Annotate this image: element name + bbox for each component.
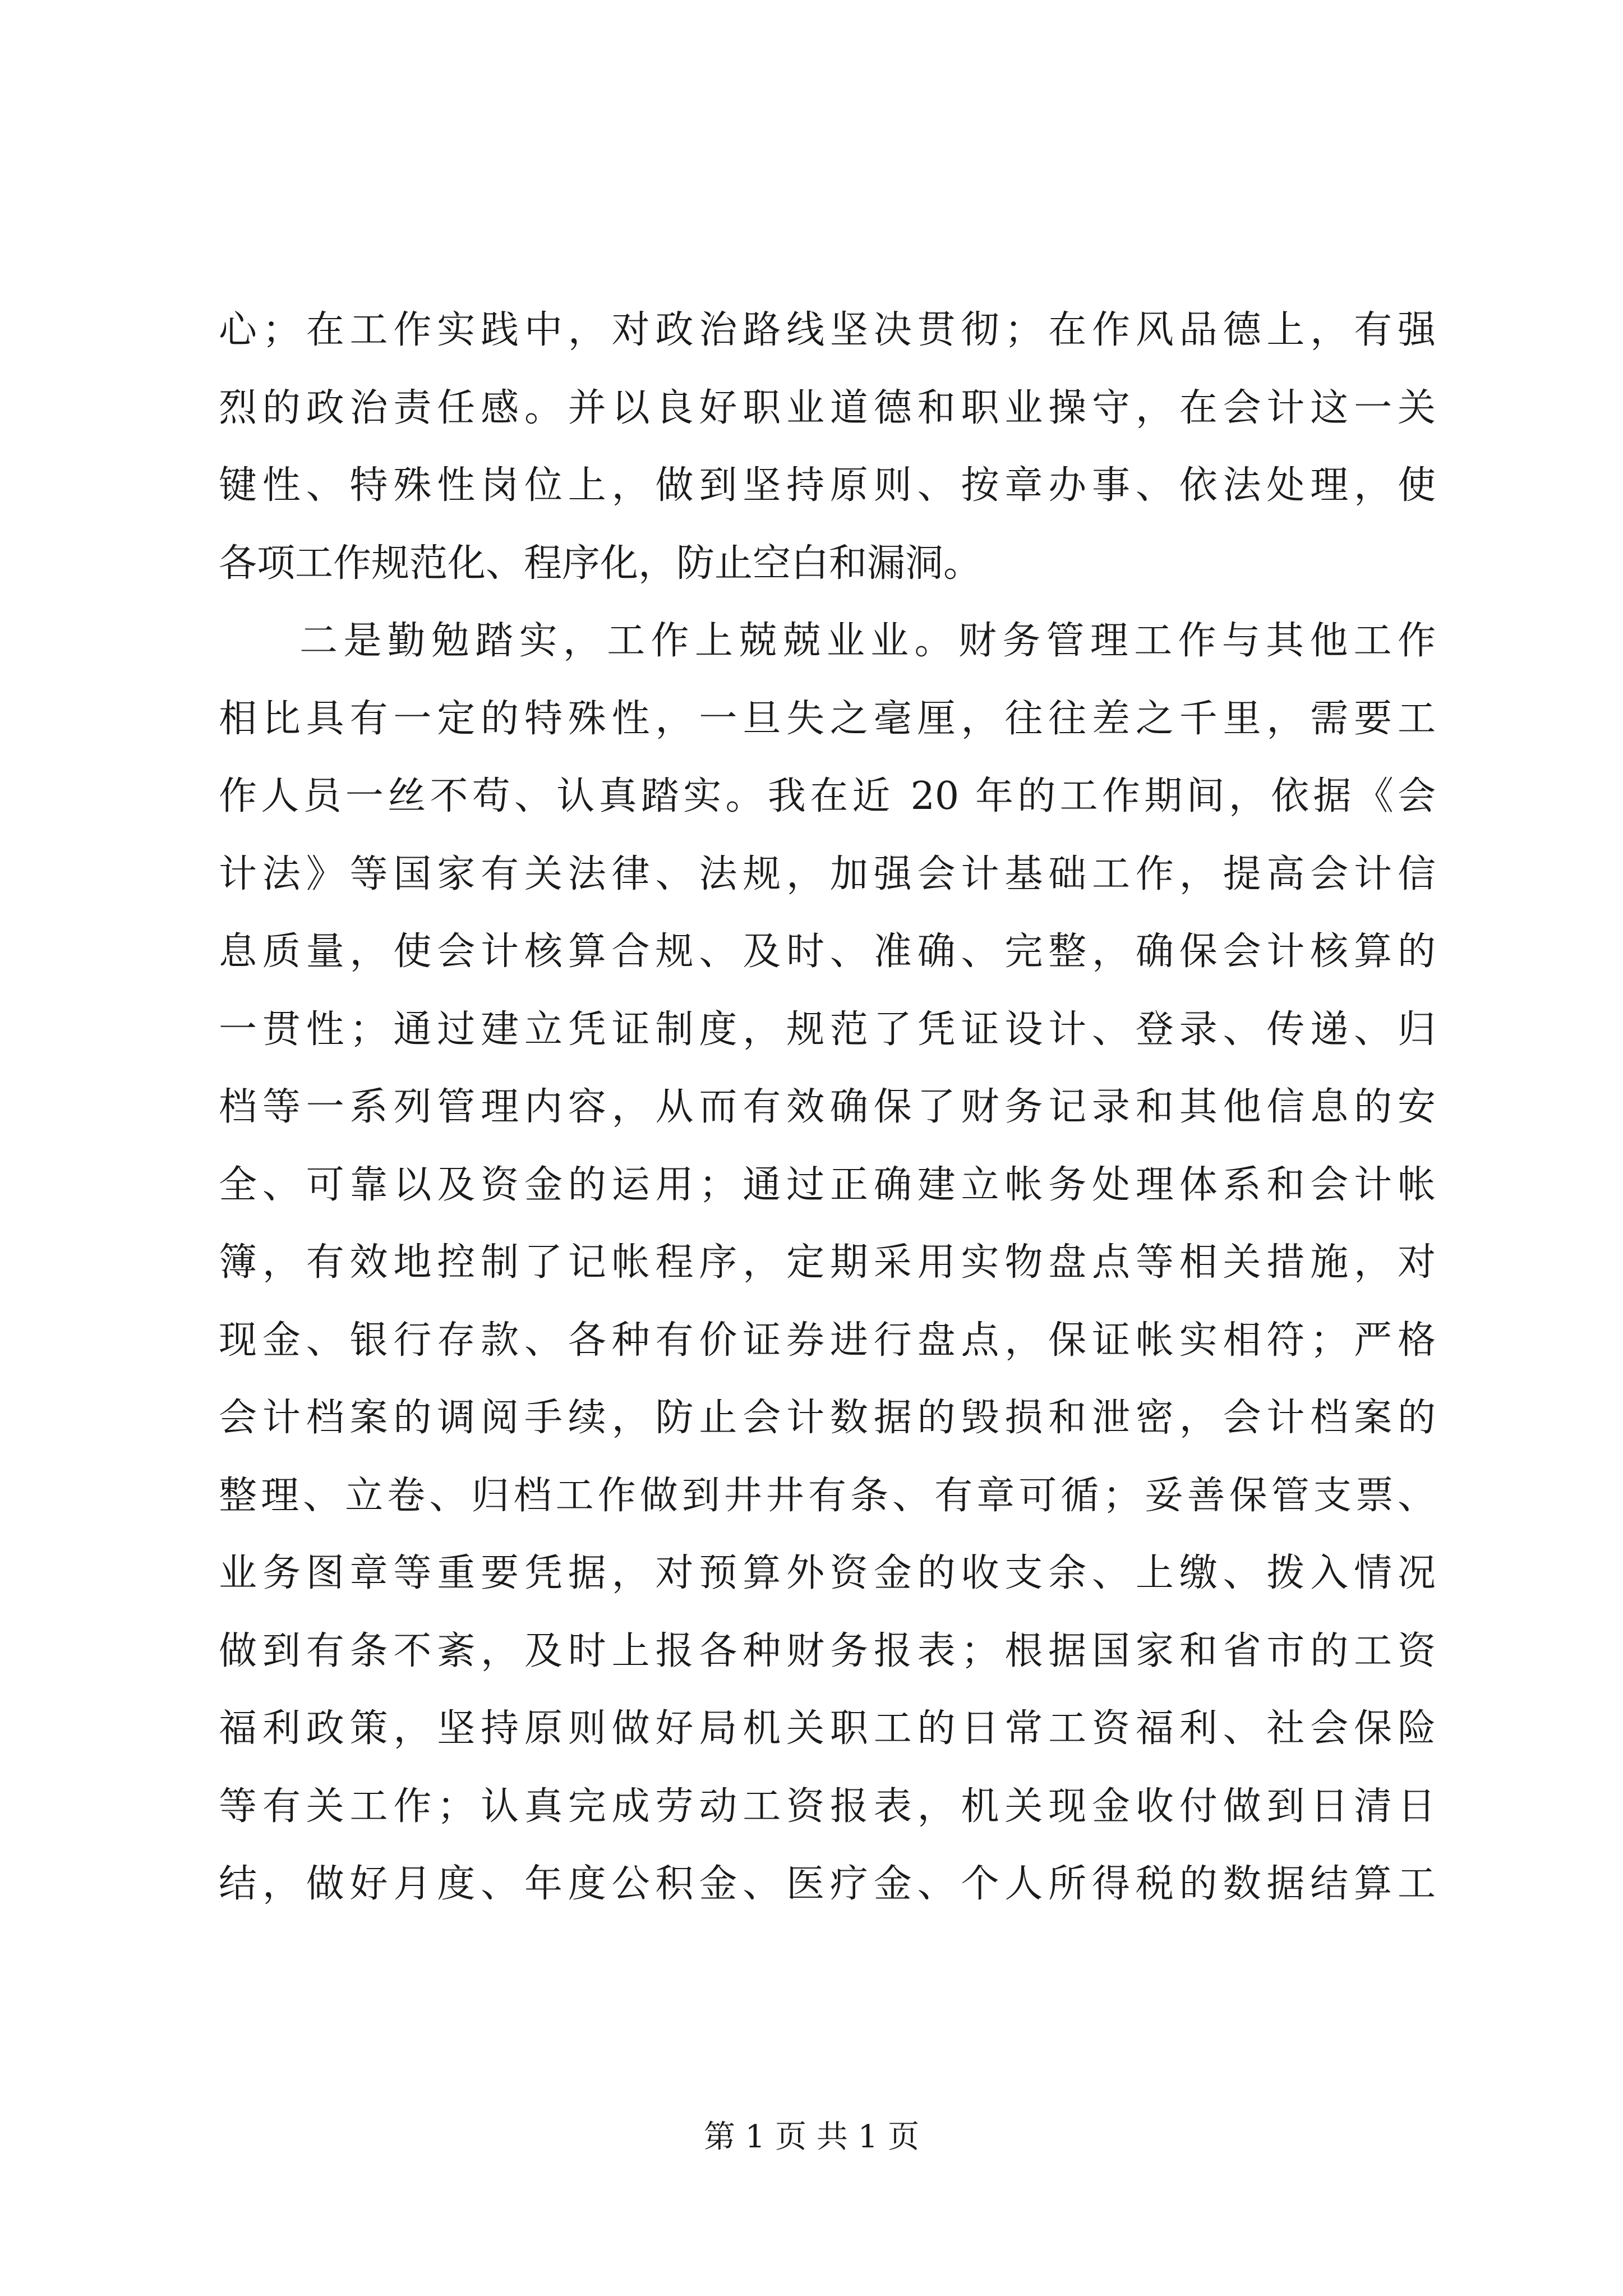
text-line: 相比具有一定的特殊性，一旦失之毫厘，往往差之千里，需要工 [219,696,1436,741]
text-line: 心；在工作实践中，对政治路线坚决贯彻；在作风品德上，有强 [219,308,1436,352]
text-line: 息质量，使会计核算合规、及时、准确、完整，确保会计核算的 [219,930,1436,974]
text-line: 会计档案的调阅手续，防止会计数据的毁损和泄密，会计档案的 [219,1396,1436,1440]
text-line: 各项工作规范化、程序化，防止空白和漏洞。 [219,541,982,586]
text-line: 档等一系列管理内容，从而有效确保了财务记录和其他信息的安 [219,1085,1436,1129]
text-line: 一贯性；通过建立凭证制度，规范了凭证设计、登录、传递、归 [219,1007,1436,1052]
text-line: 计法》等国家有关法律、法规，加强会计基础工作，提高会计信 [219,852,1436,896]
paragraph-first-line: 二是勤勉踏实，工作上兢兢业业。财务管理工作与其他工作 [299,619,1436,663]
text-line: 做到有条不紊，及时上报各种财务报表；根据国家和省市的工资 [219,1628,1436,1673]
page-footer [0,2115,1623,2160]
text-line: 业务图章等重要凭据，对预算外资金的收支余、上缴、拨入情况 [219,1551,1436,1595]
text-line: 结，做好月度、年度公积金、医疗金、个人所得税的数据结算工 [219,1862,1436,1906]
document-body [219,292,1436,1924]
text-line: 整理、立卷、归档工作做到井井有条、有章可循；妥善保管支票、 [219,1473,1436,1518]
text-line: 全、可靠以及资金的运用；通过正确建立帐务处理体系和会计帐 [219,1162,1436,1207]
text-line: 等有关工作；认真完成劳动工资报表，机关现金收付做到日清日 [219,1784,1436,1829]
text-line: 烈的政治责任感。并以良好职业道德和职业操守，在会计这一关 [219,385,1436,430]
text-line: 现金、银行存款、各种有价证券进行盘点，保证帐实相符；严格 [219,1318,1436,1363]
text-line: 作人员一丝不苟、认真踏实。我在近 20 年的工作期间，依据《会 [219,774,1436,818]
page-number-label: 第 1 页 共 1 页 [703,2119,920,2155]
text-line: 福利政策，坚持原则做好局机关职工的日常工资福利、社会保险 [219,1706,1436,1751]
text-line: 键性、特殊性岗位上，做到坚持原则、按章办事、依法处理，使 [219,463,1436,508]
text-line: 簿，有效地控制了记帐程序，定期采用实物盘点等相关措施，对 [219,1240,1436,1285]
